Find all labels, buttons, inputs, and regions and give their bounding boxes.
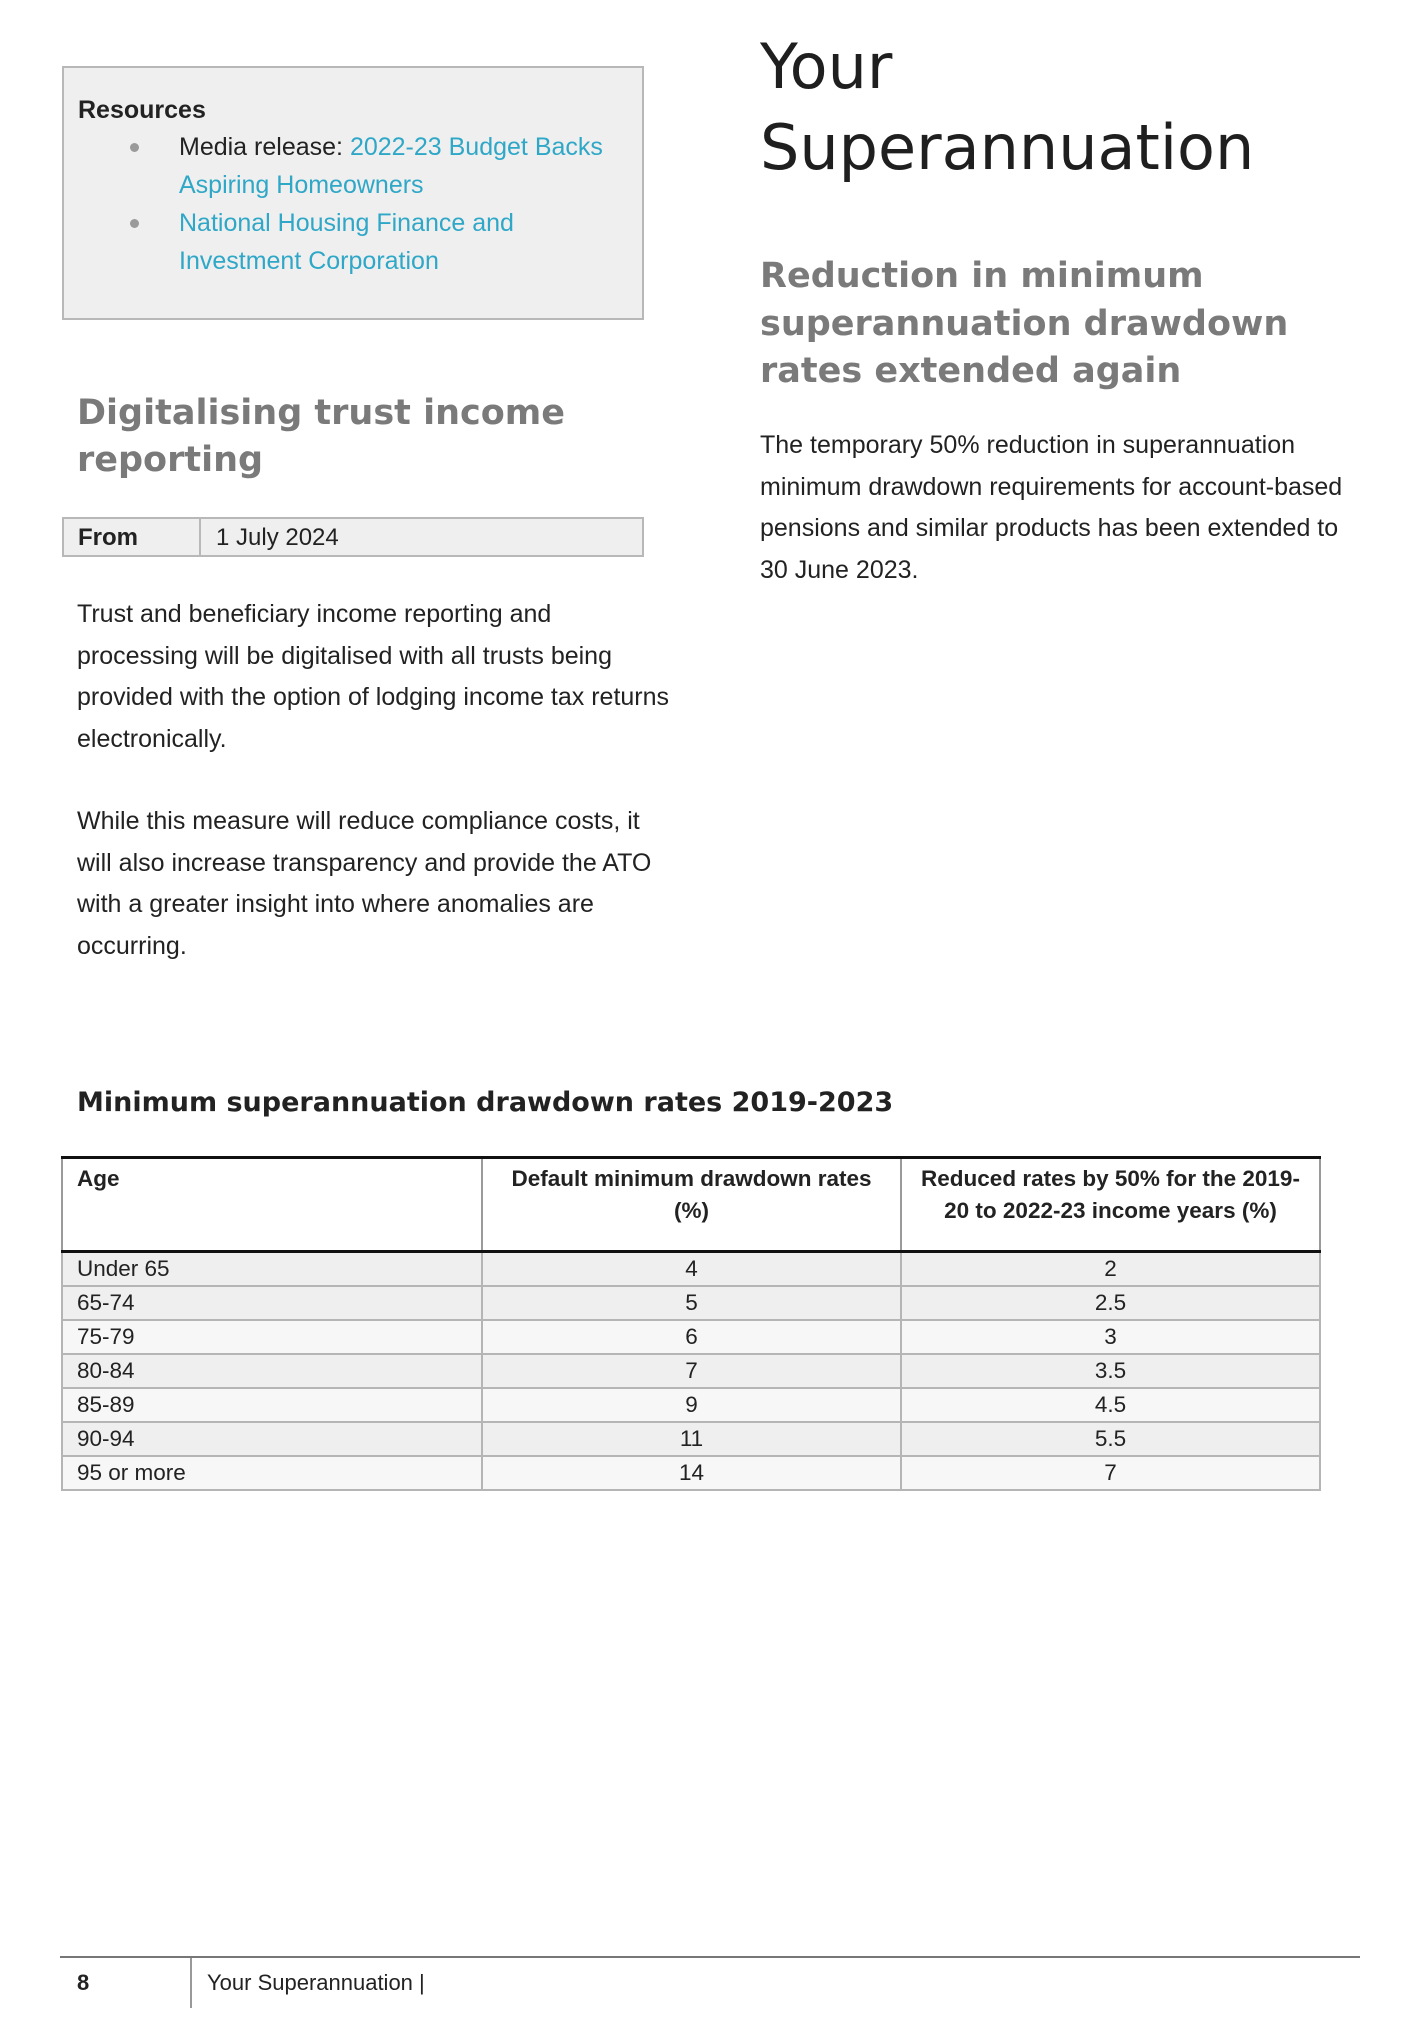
budget-backs-homeowners-link[interactable]: 2022-23 Budget Backs Aspiring Homeowners [179,133,603,199]
from-date-box [62,517,644,557]
table-row [62,1354,1320,1388]
table-header-row [62,1158,1320,1252]
default-rate-cell: 6 [482,1320,901,1354]
table-row [62,1456,1320,1490]
age-cell: 75-79 [62,1320,482,1354]
age-cell: 95 or more [62,1456,482,1490]
default-rate-cell: 4 [482,1252,901,1287]
header-reduced-rates: Reduced rates by 50% for the 2019-20 to 2022-23 income years (%) [901,1158,1320,1252]
resources-box [62,66,644,320]
from-label: From [78,524,138,551]
table-row [62,1422,1320,1456]
resources-title: Resources [78,96,206,124]
header-default-rates: Default minimum drawdown rates (%) [482,1158,901,1252]
default-rate-cell: 9 [482,1388,901,1422]
table-row [62,1252,1320,1287]
table-title: Minimum superannuation drawdown rates 2019-2023 [77,1087,894,1118]
reduced-rate-cell: 5.5 [901,1422,1320,1456]
reduced-rate-cell: 2.5 [901,1286,1320,1320]
table-row [62,1320,1320,1354]
resources-list [64,128,619,280]
age-cell: 65-74 [62,1286,482,1320]
drawdown-heading: Reduction in minimum superannuation drawdown rates extended again [760,256,1289,391]
default-rate-cell: 5 [482,1286,901,1320]
bullet-icon [130,219,139,228]
reduced-rate-cell: 4.5 [901,1388,1320,1422]
default-rate-cell: 14 [482,1456,901,1490]
footer-divider [190,1958,192,2008]
default-rate-cell: 7 [482,1354,901,1388]
reduced-rate-cell: 3.5 [901,1354,1320,1388]
resource-item-nhfic [64,204,619,280]
trust-paragraph-1: Trust and beneficiary income reporting and processing will be digitalised with all trusts being provided with the option of lodging income tax returns electronically. [77,600,670,753]
drawdown-rates-table [61,1156,1321,1491]
table-row [62,1388,1320,1422]
resource-item-media-release [64,128,619,204]
bullet-icon [130,143,139,152]
page-title: Your Superannuation [760,30,1255,184]
table-row [62,1286,1320,1320]
age-cell: 80-84 [62,1354,482,1388]
reduced-rate-cell: 3 [901,1320,1320,1354]
header-age: Age [62,1158,482,1252]
default-rate-cell: 11 [482,1422,901,1456]
reduced-rate-cell: 7 [901,1456,1320,1490]
resource-prefix: Media release: [179,133,350,161]
from-value: 1 July 2024 [216,524,339,551]
nhfic-link[interactable]: National Housing Finance and Investment Corporation [179,209,514,275]
trust-paragraph-2: While this measure will reduce compliance costs, it will also increase transparency and provide the ATO with a greater insight into where anomalies are occurring. [77,807,652,960]
page-number: 8 [77,1970,90,1995]
footer-rule [60,1956,1360,1958]
reduced-rate-cell: 2 [901,1252,1320,1287]
drawdown-paragraph: The temporary 50% reduction in superannuation minimum drawdown requirements for account-based pensions and similar products has been extended to 30 June 2023. [760,431,1343,584]
age-cell: 90-94 [62,1422,482,1456]
age-cell: 85-89 [62,1388,482,1422]
from-divider [199,519,201,555]
footer-section-name: Your Superannuation | [207,1970,425,1995]
trust-income-heading: Digitalising trust income reporting [77,393,566,480]
age-cell: Under 65 [62,1252,482,1287]
